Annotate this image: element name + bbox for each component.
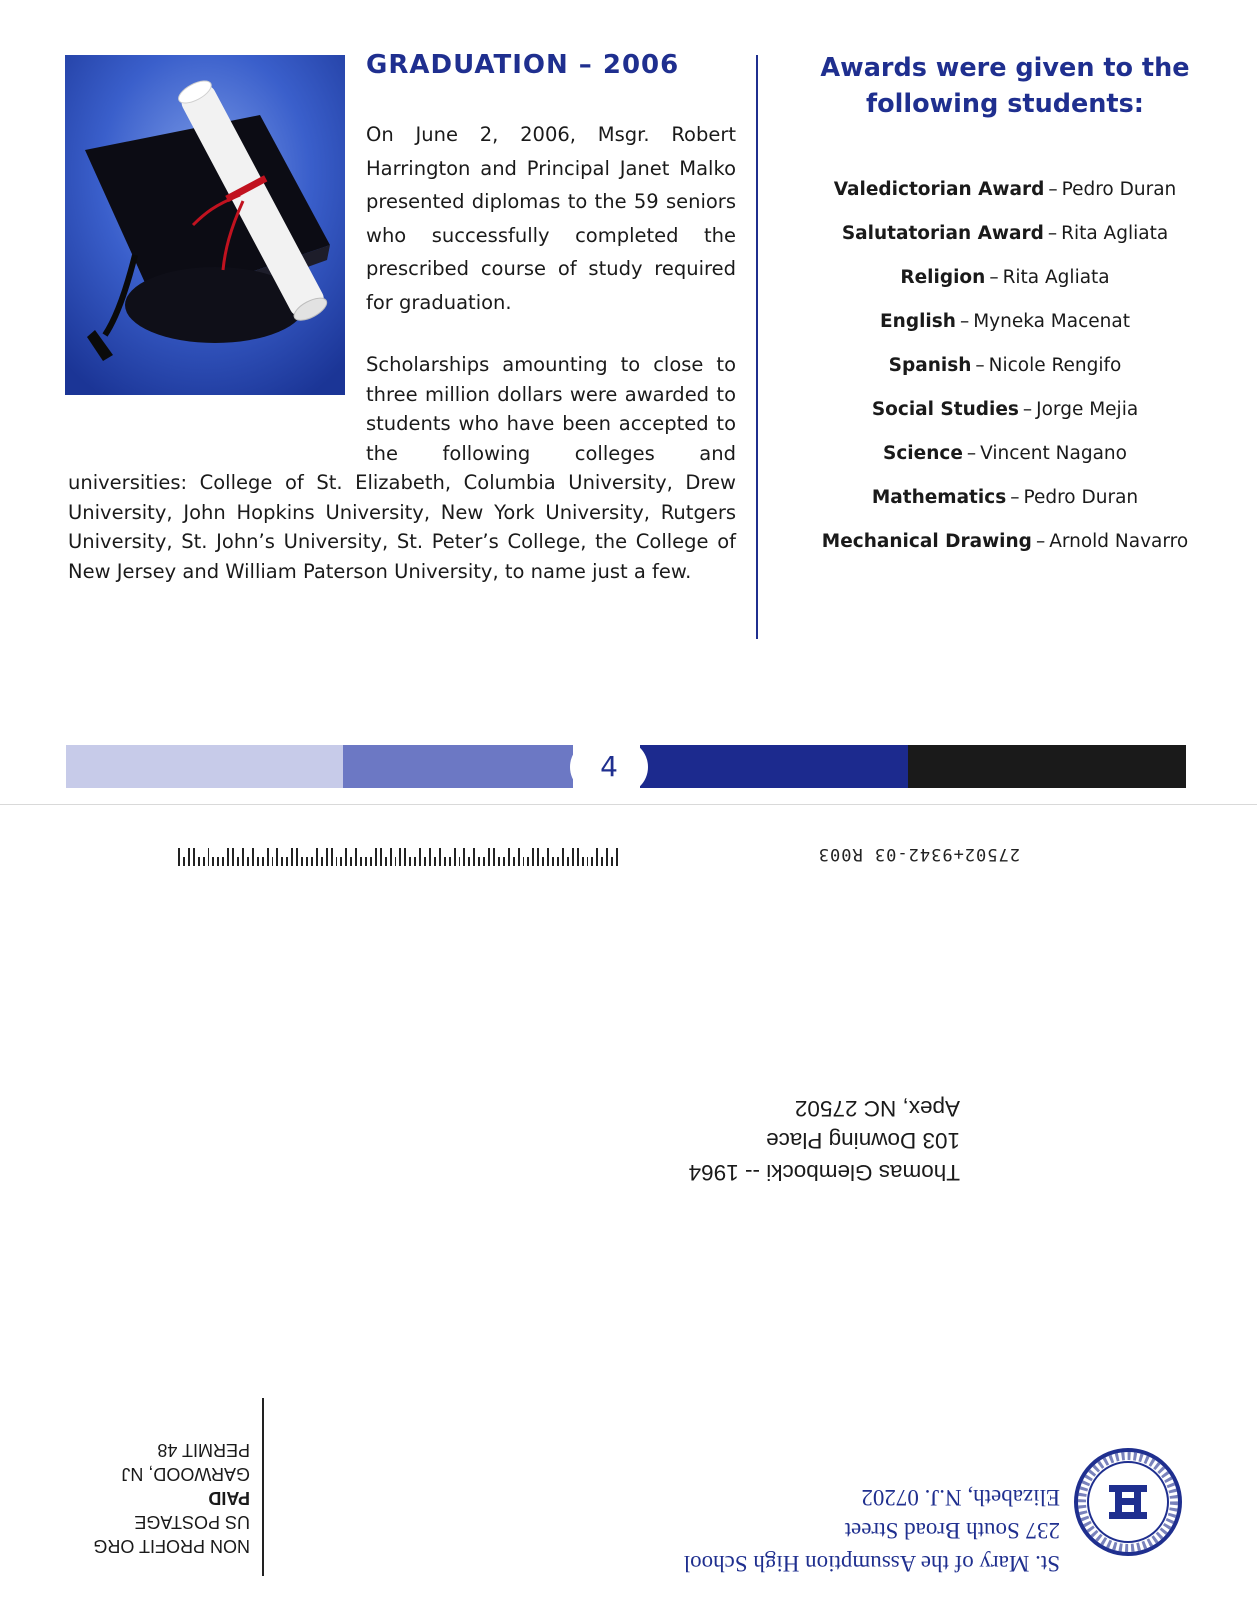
recipient-city: Apex, NC 27502 <box>794 1096 960 1121</box>
recipient-street: 103 Downing Place <box>766 1128 960 1153</box>
award-row <box>770 350 1240 394</box>
award-separator: – <box>1048 179 1058 200</box>
fold-line <box>0 804 1257 805</box>
award-row <box>770 526 1240 570</box>
award-student: Myneka Macenat <box>973 311 1130 332</box>
award-row <box>770 482 1240 526</box>
postage-line: US POSTAGE <box>134 1512 250 1532</box>
award-name: Valedictorian Award <box>833 179 1045 200</box>
award-row <box>770 218 1240 262</box>
mail-sort-code: 27502+9342-03 R003 <box>817 844 1020 864</box>
recipient-address <box>688 1088 960 1188</box>
postage-paid: PAID <box>208 1488 250 1508</box>
column-divider <box>756 55 758 639</box>
award-row <box>770 262 1240 306</box>
recipient-name: Thomas Glembocki -- 1964 <box>688 1160 960 1185</box>
sender-address <box>650 1475 1060 1580</box>
page-number: 4 <box>570 740 648 794</box>
award-name: Mathematics <box>871 487 1007 508</box>
award-separator: – <box>1035 531 1046 552</box>
award-row <box>770 306 1240 350</box>
award-name: Mechanical Drawing <box>821 531 1032 552</box>
award-student: Rita Agliata <box>1061 223 1169 244</box>
award-name: Spanish <box>888 355 972 376</box>
sender-name: St. Mary of the Assumption High School <box>683 1551 1060 1576</box>
award-name: Science <box>883 443 963 464</box>
postage-divider <box>262 1398 264 1576</box>
postage-line: GARWOOD, NJ <box>121 1464 250 1484</box>
color-band-dark <box>640 745 908 788</box>
sender-city: Elizabeth, N.J. 07202 <box>861 1485 1060 1510</box>
color-band-black <box>908 745 1186 788</box>
sender-street: 237 South Broad Street <box>844 1518 1060 1543</box>
color-band-mid <box>343 745 573 788</box>
graduation-cap-icon <box>65 55 345 395</box>
award-separator: – <box>1047 223 1058 244</box>
award-student: Rita Agliata <box>1002 267 1110 288</box>
award-student: Pedro Duran <box>1061 179 1177 200</box>
award-row <box>770 438 1240 482</box>
postage-indicia <box>70 1433 250 1558</box>
award-name: English <box>880 311 956 332</box>
graduation-cap-diploma-photo <box>65 55 345 395</box>
color-band-light <box>66 745 343 788</box>
award-separator: – <box>1022 399 1033 420</box>
award-separator: – <box>989 267 999 288</box>
award-student: Arnold Navarro <box>1049 531 1189 552</box>
award-separator: – <box>1010 487 1020 508</box>
award-student: Vincent Nagano <box>980 443 1127 464</box>
postage-permit: PERMIT 48 <box>157 1440 250 1460</box>
award-student: Nicole Rengifo <box>988 355 1122 376</box>
award-row <box>770 394 1240 438</box>
award-row <box>770 174 1240 218</box>
award-name: Social Studies <box>871 399 1019 420</box>
postage-line: NON PROFIT ORG <box>93 1536 250 1556</box>
graduation-paragraph: On June 2, 2006, Msgr. Robert Harrington and Principal Janet Malko presented diplomas to the 59 seniors who successfully completed the prescribed course of study required for graduation. <box>366 123 736 314</box>
scholarship-paragraph: Scholarships amounting to close to three million dollars were awarded to students who have been accepted to the following colleges and universities: College of St. Elizabeth, Columbia University, Drew University, John Hopkins University, New York University, Rutgers University, St. John’s University, St. Peter’s College, the College of New Jersey and William Paterson University, to name just a few. <box>68 353 736 583</box>
postal-barcode <box>178 848 618 866</box>
awards-heading: Awards were given to the following students: <box>820 53 1190 119</box>
award-name: Salutatorian Award <box>841 223 1044 244</box>
award-separator: – <box>975 355 985 376</box>
award-student: Pedro Duran <box>1023 487 1139 508</box>
award-name: Religion <box>900 267 986 288</box>
award-separator: – <box>959 311 970 332</box>
award-student: Jorge Mejia <box>1036 399 1139 420</box>
awards-list <box>770 174 1240 570</box>
award-separator: – <box>966 443 977 464</box>
graduation-title: GRADUATION – 2006 <box>366 50 680 80</box>
school-seal-icon <box>1073 1447 1183 1557</box>
